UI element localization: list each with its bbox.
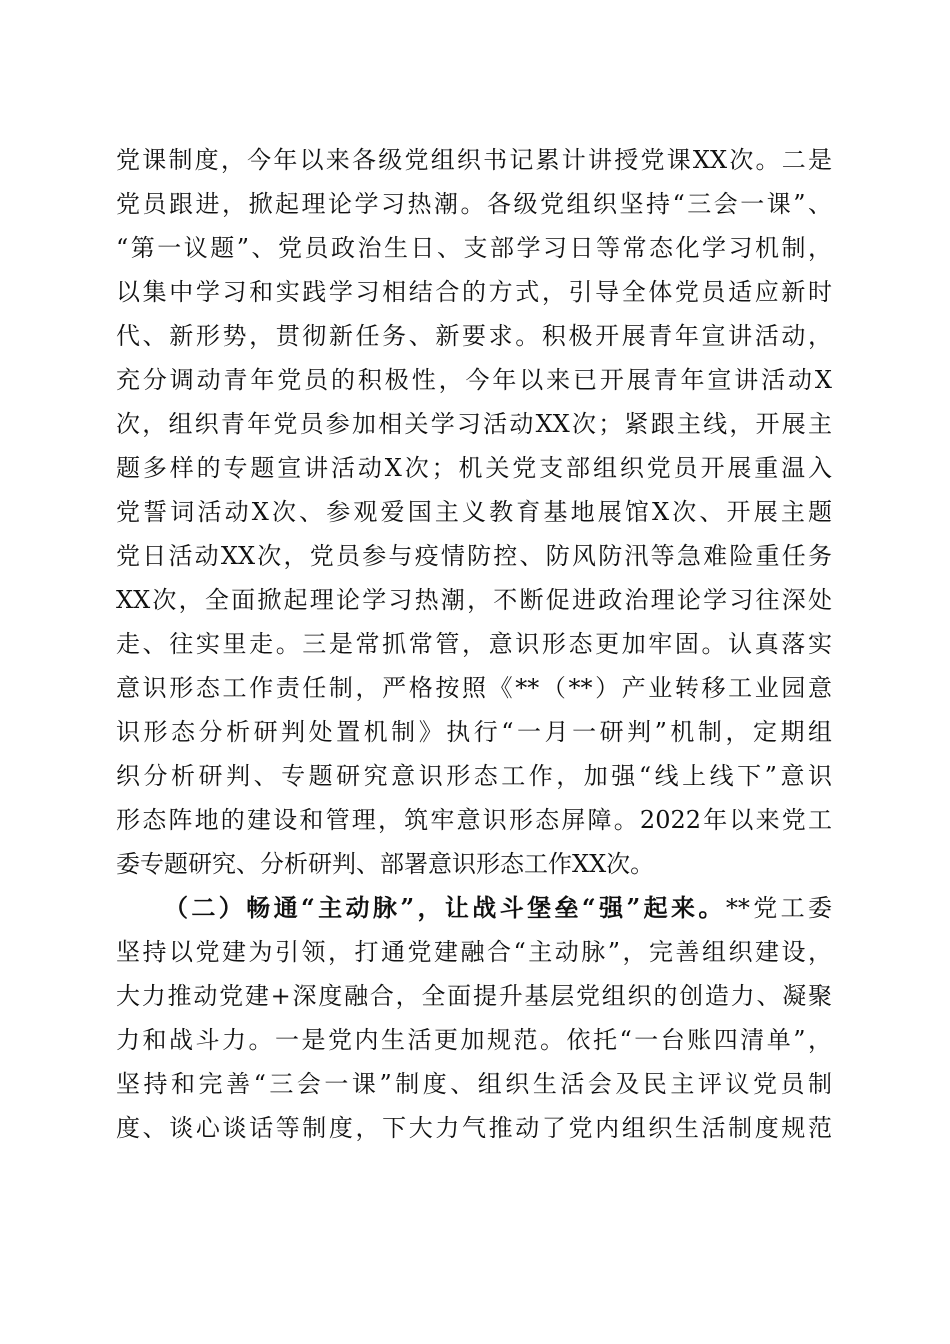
- paragraph-2-line-2: 坚持以党建为引领，打通党建融合“主动脉”，完善组织建设，: [116, 938, 832, 966]
- paragraph-1-line-3: “第一议题”、党员政治生日、支部学习日等常态化学习机制，: [116, 234, 832, 262]
- paragraph-1-line-16: 形态阵地的建设和管理，筑牢意识形态屏障。2022年以来党工: [116, 806, 832, 834]
- paragraph-2-line-5: 坚持和完善“三会一课”制度、组织生活会及民主评议党员制: [116, 1070, 832, 1098]
- paragraph-1-line-13: 意识形态工作责任制，严格按照《**（**）产业转移工业园意: [116, 674, 832, 702]
- paragraph-1-line-4: 以集中学习和实践学习相结合的方式，引导全体党员适应新时: [116, 278, 832, 306]
- paragraph-1-line-1: 党课制度，今年以来各级党组织书记累计讲授党课XX次。二是: [116, 146, 832, 174]
- paragraph-2-line-6: 度、谈心谈话等制度，下大力气推动了党内组织生活制度规范: [116, 1114, 832, 1142]
- paragraph-1-line-9: 党誓词活动X次、参观爱国主义教育基地展馆X次、开展主题: [116, 498, 832, 526]
- paragraph-1-line-2: 党员跟进，掀起理论学习热潮。各级党组织坚持“三会一课”、: [116, 190, 832, 218]
- paragraph-1-line-7: 次，组织青年党员参加相关学习活动XX次；紧跟主线，开展主: [116, 410, 832, 438]
- paragraph-2-line-4: 力和战斗力。一是党内生活更加规范。依托“一台账四清单”，: [116, 1026, 832, 1054]
- paragraph-1-line-10: 党日活动XX次，党员参与疫情防控、防风防汛等急难险重任务: [116, 542, 832, 570]
- paragraph-1-line-14: 识形态分析研判处置机制》执行“一月一研判”机制，定期组: [116, 718, 832, 746]
- paragraph-2-first-line: [164, 888, 832, 928]
- paragraph-1-line-15: 织分析研判、专题研究意识形态工作，加强“线上线下”意识: [116, 762, 832, 790]
- section-heading-continuation: **党工委: [725, 894, 832, 922]
- paragraph-1-line-8: 题多样的专题宣讲活动X次；机关党支部组织党员开展重温入: [116, 454, 832, 482]
- paragraph-1-line-5: 代、新形势，贯彻新任务、新要求。积极开展青年宣讲活动，: [116, 322, 832, 350]
- section-heading: （二）畅通“主动脉”，让战斗堡垒“强”起来。: [164, 893, 726, 922]
- paragraph-1-line-6: 充分调动青年党员的积极性，今年以来已开展青年宣讲活动X: [116, 366, 832, 394]
- paragraph-1-line-11: XX次，全面掀起理论学习热潮，不断促进政治理论学习往深处: [116, 586, 832, 614]
- paragraph-1-line-17: 委专题研究、分析研判、部署意识形态工作XX次。: [116, 850, 655, 878]
- paragraph-1-line-12: 走、往实里走。三是常抓常管，意识形态更加牢固。认真落实: [116, 630, 832, 658]
- paragraph-2-line-3: 大力推动党建+深度融合，全面提升基层党组织的创造力、凝聚: [116, 982, 832, 1010]
